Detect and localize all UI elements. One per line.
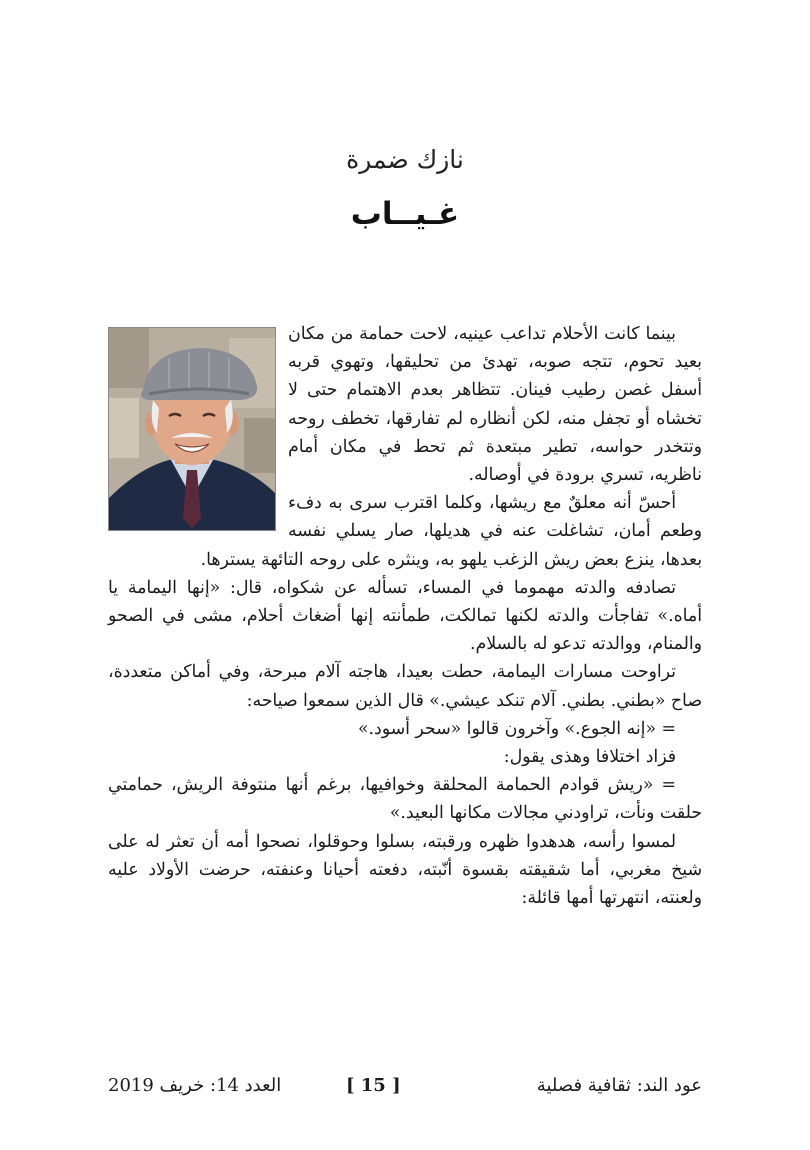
author-name: نازك ضمرة — [346, 145, 464, 174]
paragraph: = «ريش قوادم الحمامة المحلقة وخوافيها، برغم أنها منتوفة الريش، حمامتي حلقت ونأت، تراودني مجالات مكانها البعيد.» — [108, 775, 702, 824]
paragraph: بينما كانت الأحلام تداعب عينيه، لاحت حمامة من مكان بعيد تحوم، تتجه صوبه، تهدئ من تحليقها، وتهوي قربه أسفل غصن رطيب فينان. تتظاهر بعدم الاهتمام حتى لا تخشاه أو تجفل منه، لكن أنظاره لم تفارقها، تخطف روحه وتتخدر حواسه، تطير مبتعدة ثم تحط في مكان أمام ناظريه، تسري برودة في أوصاله. — [288, 324, 702, 486]
paragraph: تراوحت مسارات اليمامة، حطت بعيدا، هاجته آلام مبرحة، وفي أماكن متعددة، صاح «بطني. بطني. آلام تنكد عيشي.» قال الذين سمعوا صياحه: — [108, 662, 702, 711]
paragraph: = «إنه الجوع.» وآخرون قالوا «سحر أسود.» — [357, 718, 676, 739]
page-footer — [108, 1075, 702, 1105]
paragraph: أحسّ أنه معلقٌ مع ريشها، وكلما اقترب سرى به دفء وطعم أمان، تشاغلت عنه في هديلها، صار يسلي نفسه بعدها، ينزع بعض ريش الزغب يلهو به، وينثره على روحه التائهة يسترها. — [200, 493, 702, 570]
article-title: غـيــاب — [350, 196, 460, 232]
page-number: [ 15 ] — [346, 1075, 401, 1096]
article-body — [108, 320, 702, 912]
journal-name: عود الند: ثقافية فصلية — [536, 1075, 702, 1096]
paragraph: تصادفه والدته مهموما في المساء، تسأله عن شكواه، قال: «إنها اليمامة يا أماه.» تفاجأت والدته لكنها تمالكت، طمأنته إنها أضغاث أحلام، مشى في الصحو والمنام، ووالدته تدعو له بالسلام. — [108, 577, 702, 655]
paragraph: فزاد اختلافا وهذى يقول: — [503, 747, 676, 768]
paragraph: لمسوا رأسه، هدهدوا ظهره ورقبته، بسلوا وحوقلوا، نصحوا أمه أن تعثر له على شيخ مغربي، أما شقيقته بقسوة أنّبته، دفعته أحيانا وعنفته، حرضت الأولاد عليه ولعنته، انتهرتها أمها قائلة: — [108, 831, 702, 909]
issue-info: العدد 14: خريف 2019 — [108, 1075, 282, 1096]
